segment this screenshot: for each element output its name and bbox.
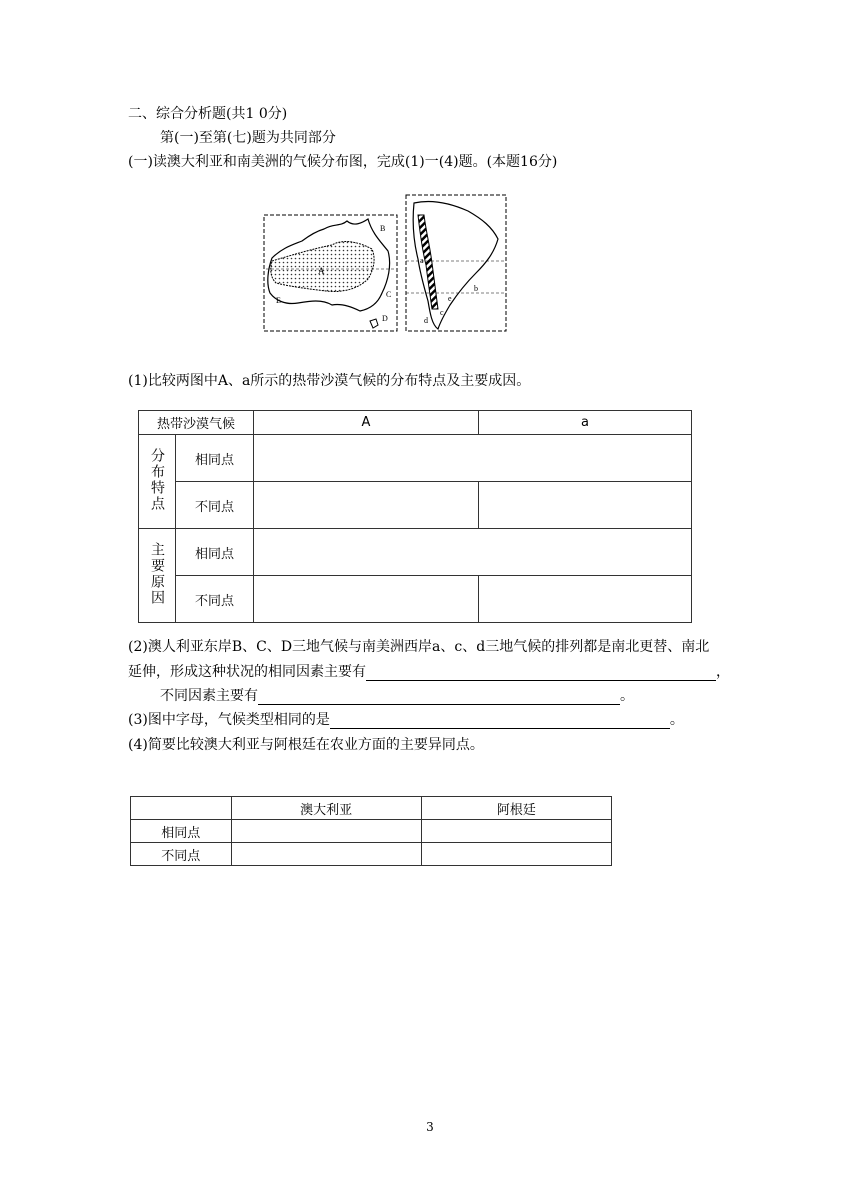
table1-group-reason: 主要原因 [139,529,176,623]
table1-cell[interactable] [254,529,692,576]
south-america-label: b [474,284,478,293]
question-1-2-line1: (2)澳人利亚东岸B、C、D三地气候与南美洲西岸a、c、d三地气候的排列都是南北更替、南北 [128,639,710,655]
table2-cell[interactable] [421,843,611,866]
question-1-3 [128,709,684,729]
q1-2-text: 不同因素主要有 [160,688,258,704]
question-1-2-line2 [128,661,730,681]
question-1-4: (4)简要比较澳大利亚与阿根廷在农业方面的主要异同点。 [128,737,484,753]
table1-group-distribution: 分布特点 [139,435,176,529]
page-number: 3 [426,1120,434,1134]
table1-diff-label: 不同点 [176,482,254,529]
desert-climate-table [138,410,692,623]
table1-cell[interactable] [254,482,479,529]
south-america-label: a [420,256,424,265]
q1-3-period: 。 [669,712,684,728]
section-title: 二、综合分析题(共1 0分) [128,106,288,122]
table2-row-label: 相同点 [131,820,232,843]
table1-header-label: 热带沙漠气候 [139,411,254,435]
table1-same-label: 相同点 [176,435,254,482]
table1-cell[interactable] [479,482,692,529]
q1-2-comma: ， [716,664,730,680]
question-1-intro: (一)读澳大利亚和南美洲的气候分布图，完成(1)一(4)题。(本题16分) [128,154,558,170]
table2-cell[interactable] [231,843,421,866]
question-1-1: (1)比较两图中A、a所示的热带沙漠气候的分布特点及主要成因。 [128,373,531,389]
answer-blank[interactable] [366,666,716,681]
common-note: 第(一)至第(七)题为共同部分 [160,130,336,146]
q1-2-period: 。 [620,688,634,704]
table1-cell[interactable] [479,576,692,623]
table1-diff-label: 不同点 [176,576,254,623]
table1-header-A: A [254,411,479,435]
south-america-map [406,195,506,331]
australia-label: D [382,314,388,323]
table2-cell[interactable] [421,820,611,843]
q1-3-text: (3)图中字母，气候类型相同的是 [128,712,330,728]
climate-maps [262,193,512,333]
australia-label: B [380,224,386,233]
south-america-label: d [424,316,428,325]
south-america-label: c [440,308,444,317]
australia-label: E [276,296,281,305]
agriculture-table [130,796,612,866]
south-america-label: e [448,294,452,303]
table2-header-argentina: 阿根廷 [421,797,611,820]
table1-header-a: a [479,411,692,435]
q1-2-text: 延伸，形成这种状况的相同因素主要有 [128,664,366,680]
table2-row-label: 不同点 [131,843,232,866]
australia-label: A [318,266,325,276]
table2-cell[interactable] [231,820,421,843]
answer-blank[interactable] [258,690,620,705]
question-1-2-line3 [160,685,634,705]
table2-header-australia: 澳大利亚 [231,797,421,820]
australia-map [264,215,397,331]
answer-blank[interactable] [330,714,670,729]
table1-same-label: 相同点 [176,529,254,576]
table1-cell[interactable] [254,576,479,623]
table2-header-blank [131,797,232,820]
australia-label: C [386,290,392,299]
table1-cell[interactable] [254,435,692,482]
